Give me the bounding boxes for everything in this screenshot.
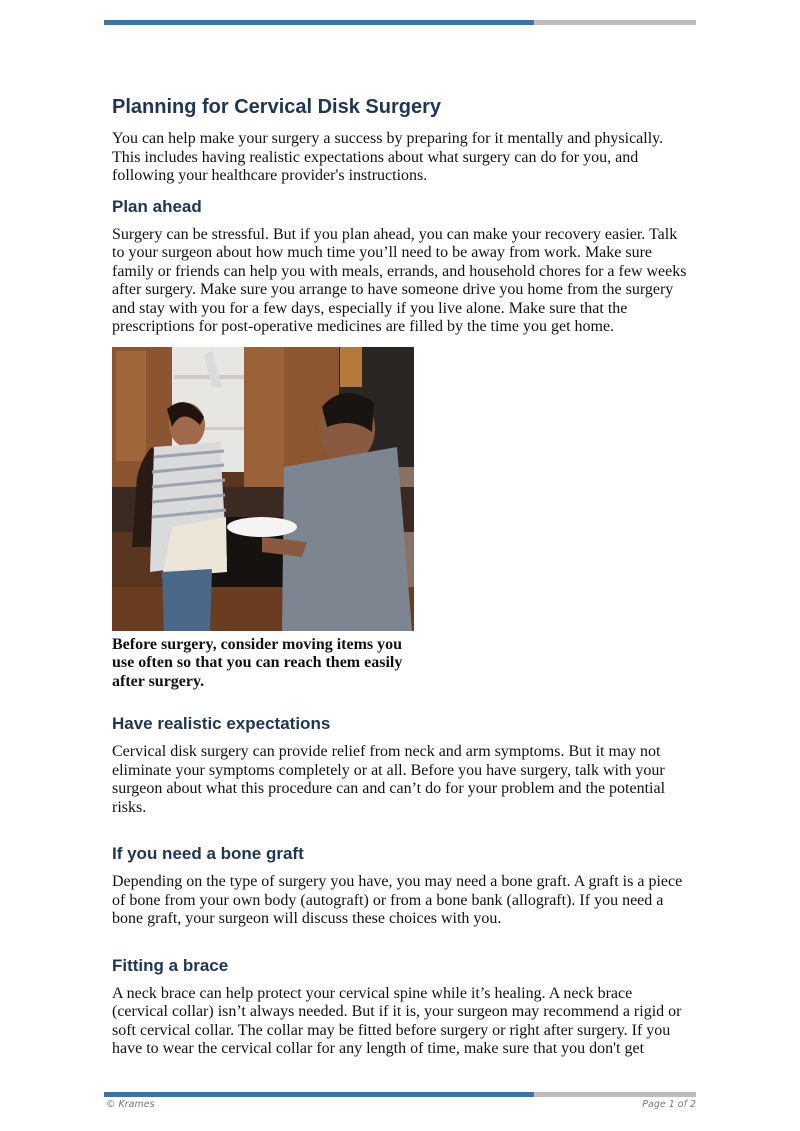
- header-bar: [104, 20, 696, 25]
- spacer: [112, 827, 692, 843]
- page-number: Page 1 of 2: [642, 1099, 696, 1110]
- paragraph-bone-graft: Depending on the type of surgery you have, you may need a bone graft. A graft is a piece of bone from your own body (autograft) or from a bone bank (allograft). If you need a bone graft, your surgeon will discuss these choices with you.: [112, 873, 683, 927]
- copyright: © Krames: [106, 1099, 155, 1110]
- kitchen-photo: [112, 347, 414, 631]
- paragraph-plan-ahead: Surgery can be stressful. But if you plan ahead, you can make your recovery easier. Talk to your surgeon about how much time you’ll need to be away from work. Make sure family or friends can help you with meals, errands, and household chores for a few weeks after surgery. Make sure you arrange to have someone drive you home from the surgery and stay with you for a few days, especially if you live alone. Make sure that the prescriptions for post-operative medicines are filled by the time you get home.: [112, 225, 687, 335]
- intro-paragraph: You can help make your surgery a success by preparing for it mentally and physically. This includes having realistic expectations about what surgery can do for you, and following your healthcare provider's instructions.: [112, 130, 664, 184]
- figure-caption: Before surgery, consider moving items you use often so that you can reach them easily after surgery.: [112, 635, 403, 690]
- page-title: Planning for Cervical Disk Surgery: [112, 96, 441, 118]
- header-bar-accent: [104, 20, 534, 25]
- paragraph-realistic-expectations: Cervical disk surgery can provide relief from neck and arm symptoms. But it may not eliminate your symptoms completely or at all. Before you have surgery, talk with your surgeon about what this procedure can and can’t do for your problem and the potential risks.: [112, 743, 666, 816]
- figure: [112, 347, 415, 692]
- header-bar-rest: [534, 20, 696, 25]
- heading-bone-graft: If you need a bone graft: [112, 844, 304, 863]
- spacer: [112, 939, 692, 955]
- heading-realistic-expectations: Have realistic expectations: [112, 714, 331, 733]
- footer: [106, 1099, 696, 1110]
- footer-bar-rest: [534, 1092, 696, 1097]
- photo-illustration: [112, 347, 414, 631]
- footer-bar: [104, 1092, 696, 1097]
- spacer: [112, 697, 692, 713]
- paragraph-fitting-brace: A neck brace can help protect your cervical spine while it’s healing. A neck brace (cervical collar) isn’t always needed. But if it is, your surgeon may recommend a rigid or soft cervical collar. The collar may be fitted before surgery or right after surgery. If you have to wear the cervical collar for any length of time, make sure that you don't get: [112, 984, 682, 1057]
- heading-plan-ahead: Plan ahead: [112, 196, 202, 216]
- heading-fitting-brace: Fitting a brace: [112, 955, 229, 975]
- footer-bar-accent: [104, 1092, 534, 1097]
- document-content: [112, 94, 692, 1069]
